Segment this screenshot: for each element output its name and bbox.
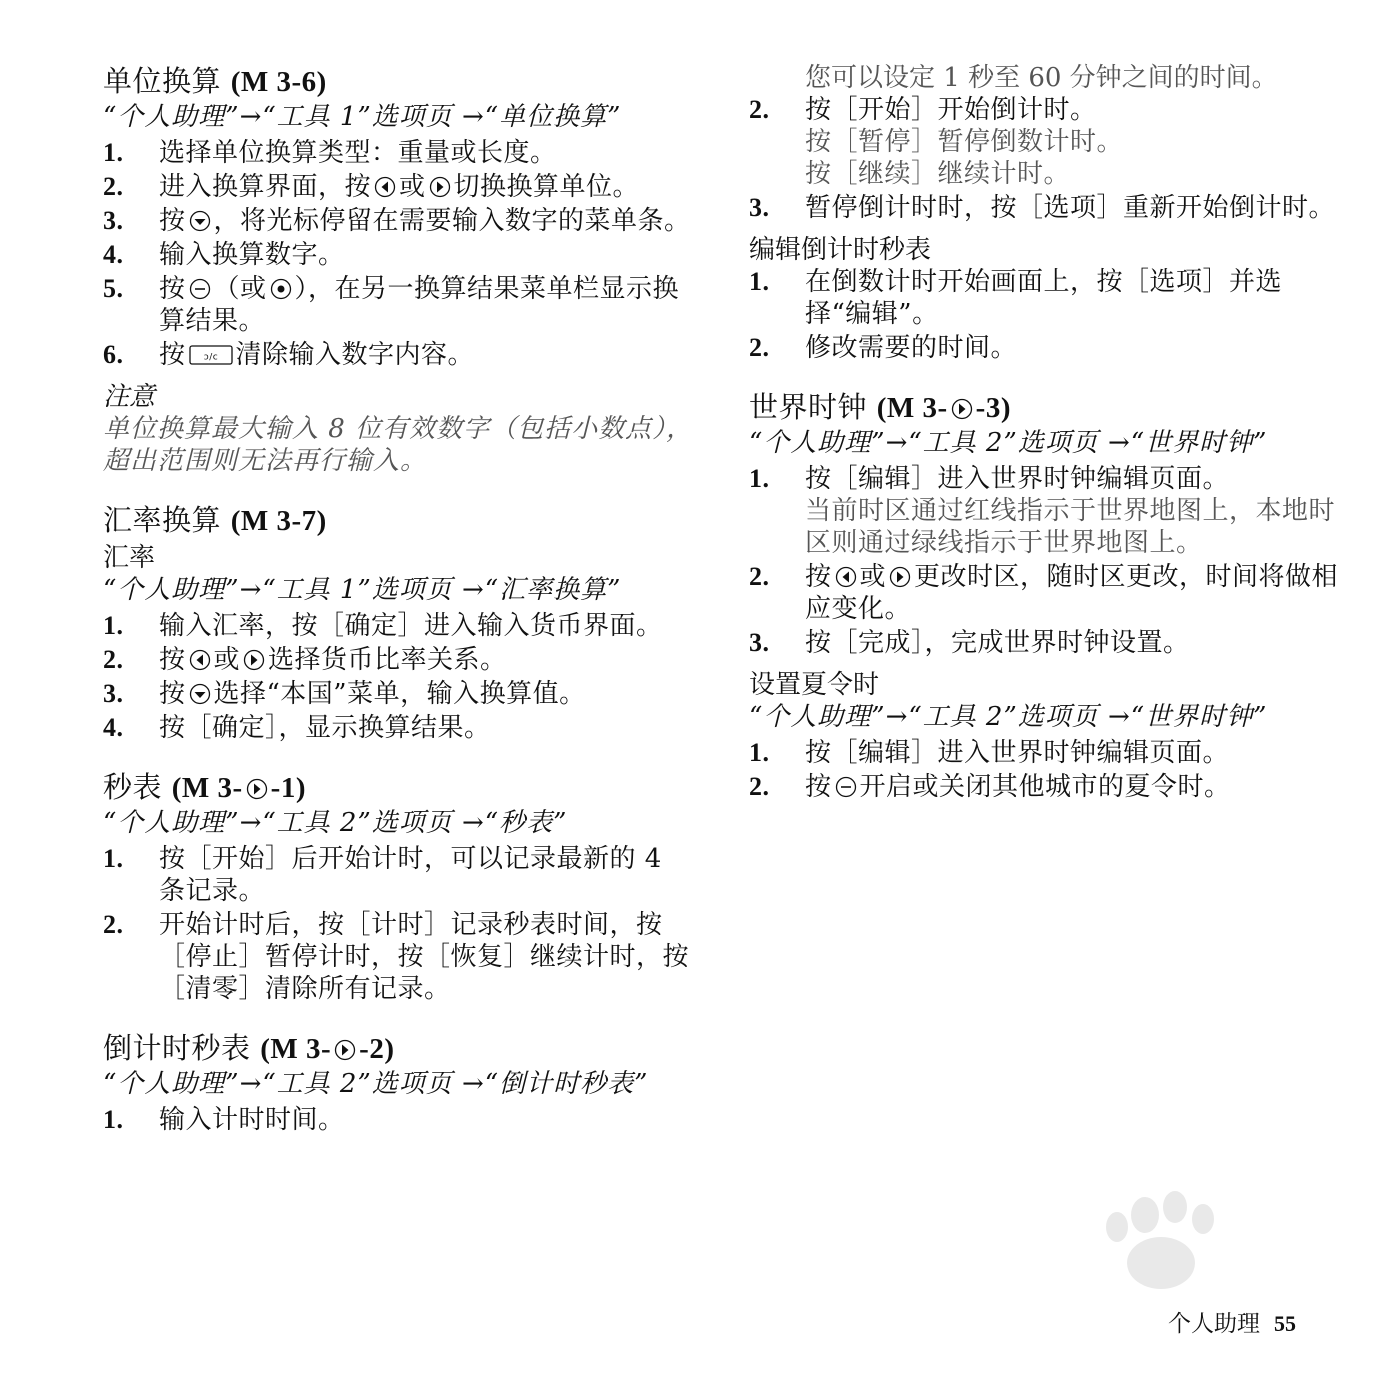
step-number: 1. xyxy=(749,267,770,296)
step-text: 输入换算数字。 xyxy=(159,240,345,270)
list-item xyxy=(103,171,695,203)
step-text: 按 xyxy=(805,562,832,592)
step-number: 2. xyxy=(103,172,124,201)
soft-key-icon xyxy=(189,278,211,300)
list-item xyxy=(103,712,695,744)
clear-key-icon xyxy=(189,344,233,366)
list-item xyxy=(749,627,1341,659)
dst-title: 设置夏令时 xyxy=(749,670,880,700)
countdown-range: 您可以设定 1 秒至 60 分钟之间的时间。 xyxy=(805,63,1278,93)
list-item xyxy=(749,771,1341,803)
list-item xyxy=(749,192,1341,224)
soft-key-icon xyxy=(835,776,857,798)
step-text: 或 xyxy=(859,562,887,592)
step-number: 4. xyxy=(103,713,124,742)
nav-down-icon xyxy=(189,210,211,232)
step-number: 2. xyxy=(749,333,770,362)
list-item xyxy=(749,737,1341,769)
worldclock-steps xyxy=(749,463,1341,659)
stopwatch-section-title xyxy=(103,768,695,807)
page-number: 55 xyxy=(1274,1311,1296,1336)
list-item xyxy=(103,610,695,642)
center-select-icon xyxy=(270,278,292,300)
fx-path: “个人助理”→“工具 1”选项页 →“汇率换算” xyxy=(103,575,622,605)
fx-code: (M 3-7) xyxy=(230,505,327,537)
list-item xyxy=(103,644,695,676)
unit-section-title xyxy=(103,62,695,101)
stopwatch-steps xyxy=(103,843,695,1005)
note-title: 注意 xyxy=(103,382,156,412)
step-text: 按 xyxy=(159,340,186,370)
list-item xyxy=(103,205,695,237)
countdown-cont-steps xyxy=(749,94,1341,224)
list-item xyxy=(103,1104,695,1136)
step-text: 更改时区，随时区更改，时间将做相应变化。 xyxy=(805,562,1339,624)
nav-right-icon xyxy=(246,778,268,800)
countdown-section-title xyxy=(103,1029,695,1068)
step-text: 按［开始］开始倒计时。 xyxy=(805,95,1097,125)
step-number: 2. xyxy=(749,562,770,591)
step-detail: 当前时区通过红线指示于世界地图上，本地时区则通过绿线指示于世界地图上。 xyxy=(805,496,1336,558)
list-item xyxy=(749,266,1341,330)
unit-code: (M 3-6) xyxy=(230,66,327,98)
step-text: （或 xyxy=(213,274,267,304)
step-number: 4. xyxy=(103,240,124,269)
step-text: 选择单位换算类型：重量或长度。 xyxy=(159,138,557,168)
step-number: 2. xyxy=(749,95,770,124)
step-text: ，将光标停留在需要输入数字的菜单条。 xyxy=(213,206,691,236)
worldclock-code: (M 3- xyxy=(876,392,948,424)
step-text: 或 xyxy=(213,645,241,675)
step-text: 清除输入数字内容。 xyxy=(235,340,475,370)
step-detail: 按［暂停］暂停倒数计时。 xyxy=(805,127,1124,157)
list-item xyxy=(749,332,1341,364)
unit-title: 单位换算 xyxy=(103,64,222,98)
nav-right-icon xyxy=(429,176,451,198)
nav-right-icon xyxy=(889,566,911,588)
step-number: 1. xyxy=(103,1105,124,1134)
dst-steps xyxy=(749,737,1341,803)
step-text: 按［确定］，显示换算结果。 xyxy=(159,713,491,743)
fx-steps xyxy=(103,610,695,744)
worldclock-title: 世界时钟 xyxy=(749,390,868,424)
worldclock-section-title xyxy=(749,388,1341,427)
countdown-code-suffix: -2) xyxy=(359,1033,395,1065)
list-item xyxy=(103,678,695,710)
nav-left-icon xyxy=(835,566,857,588)
countdown-path: “个人助理”→“工具 2”选项页 →“倒计时秒表” xyxy=(103,1069,649,1099)
step-number: 3. xyxy=(103,206,124,235)
step-text: 或 xyxy=(399,172,426,202)
step-text: 选择货币比率关系。 xyxy=(268,645,507,675)
step-text: 输入汇率，按［确定］进入输入货币界面。 xyxy=(159,611,663,641)
nav-left-icon xyxy=(189,649,211,671)
step-number: 3. xyxy=(749,193,770,222)
footer-section: 个人助理 xyxy=(1168,1311,1260,1337)
step-text: ），在另一换算结果菜单栏显示换算结果。 xyxy=(159,274,680,336)
list-item xyxy=(103,273,695,337)
step-text: 按 xyxy=(159,645,186,675)
step-number: 1. xyxy=(749,464,770,493)
step-number: 1. xyxy=(103,611,124,640)
list-item xyxy=(103,339,695,371)
list-item xyxy=(749,94,1341,190)
nav-left-icon xyxy=(374,176,396,198)
dst-path: “个人助理”→“工具 2”选项页 →“世界时钟” xyxy=(749,702,1268,732)
fx-section-title xyxy=(103,501,695,540)
step-text: 修改需要的时间。 xyxy=(805,333,1018,363)
step-text: 按［完成］，完成世界时钟设置。 xyxy=(805,628,1190,658)
list-item xyxy=(103,909,695,1005)
right-column xyxy=(749,62,1341,805)
countdown-range-text xyxy=(749,62,1341,94)
list-item xyxy=(103,843,695,907)
step-text: 按［编辑］进入世界时钟编辑页面。 xyxy=(805,738,1230,768)
note-body: 单位换算最大输入 8 位有效数字（包括小数点），超出范围则无法再行输入。 xyxy=(103,414,694,476)
step-text: 选择“本国”菜单，输入换算值。 xyxy=(213,679,586,709)
nav-right-icon xyxy=(243,649,265,671)
step-number: 3. xyxy=(103,679,124,708)
page-footer xyxy=(1168,1305,1296,1338)
unit-path: “个人助理”→“工具 1”选项页 →“单位换算” xyxy=(103,102,622,132)
countdown-steps xyxy=(103,1104,695,1136)
step-text: 按 xyxy=(805,772,832,802)
stopwatch-code: (M 3- xyxy=(171,772,243,804)
step-text: 在倒数计时开始画面上，按［选项］并选择“编辑”。 xyxy=(805,267,1283,329)
left-column xyxy=(103,62,695,1138)
edit-countdown-title: 编辑倒计时秒表 xyxy=(749,235,932,265)
step-detail: 按［继续］继续计时。 xyxy=(805,159,1071,189)
fx-subtitle: 汇率 xyxy=(103,543,156,573)
stopwatch-code-suffix: -1) xyxy=(270,772,306,804)
list-item xyxy=(103,137,695,169)
worldclock-path: “个人助理”→“工具 2”选项页 →“世界时钟” xyxy=(749,428,1268,458)
nav-right-icon xyxy=(951,398,973,420)
nav-right-icon xyxy=(334,1039,356,1061)
step-text: 按 xyxy=(159,274,186,304)
list-item xyxy=(103,239,695,271)
step-text: 暂停倒计时时，按［选项］重新开始倒计时。 xyxy=(805,193,1336,223)
list-item xyxy=(749,463,1341,559)
step-number: 2. xyxy=(103,910,124,939)
step-text: 输入计时时间。 xyxy=(159,1105,345,1135)
step-number: 2. xyxy=(749,772,770,801)
fx-title: 汇率换算 xyxy=(103,503,222,537)
step-number: 2. xyxy=(103,645,124,674)
nav-down-icon xyxy=(189,683,211,705)
list-item xyxy=(749,561,1341,625)
step-text: 按 xyxy=(159,206,186,236)
edit-countdown-steps xyxy=(749,266,1341,364)
step-text: 按 xyxy=(159,679,186,709)
step-number: 5. xyxy=(103,274,124,303)
step-text: 切换换算单位。 xyxy=(453,172,640,202)
countdown-code: (M 3- xyxy=(260,1033,332,1065)
unit-steps xyxy=(103,137,695,371)
step-number: 6. xyxy=(103,340,124,369)
stopwatch-path: “个人助理”→“工具 2”选项页 →“秒表” xyxy=(103,808,568,838)
step-text: 按［编辑］进入世界时钟编辑页面。 xyxy=(805,464,1230,494)
step-text: 开启或关闭其他城市的夏令时。 xyxy=(859,772,1231,802)
step-text: 开始计时后，按［计时］记录秒表时间，按［停止］暂停计时，按［恢复］继续计时，按［清零］清除所有记录。 xyxy=(159,910,690,1004)
step-text: 进入换算界面，按 xyxy=(159,172,372,202)
step-number: 1. xyxy=(103,138,124,167)
step-number: 3. xyxy=(749,628,770,657)
step-text: 按［开始］后开始计时，可以记录最新的 4 条记录。 xyxy=(159,844,662,906)
worldclock-code-suffix: -3) xyxy=(975,392,1011,424)
step-number: 1. xyxy=(749,738,770,767)
countdown-title: 倒计时秒表 xyxy=(103,1031,251,1065)
stopwatch-title: 秒表 xyxy=(103,770,163,804)
step-number: 1. xyxy=(103,844,124,873)
